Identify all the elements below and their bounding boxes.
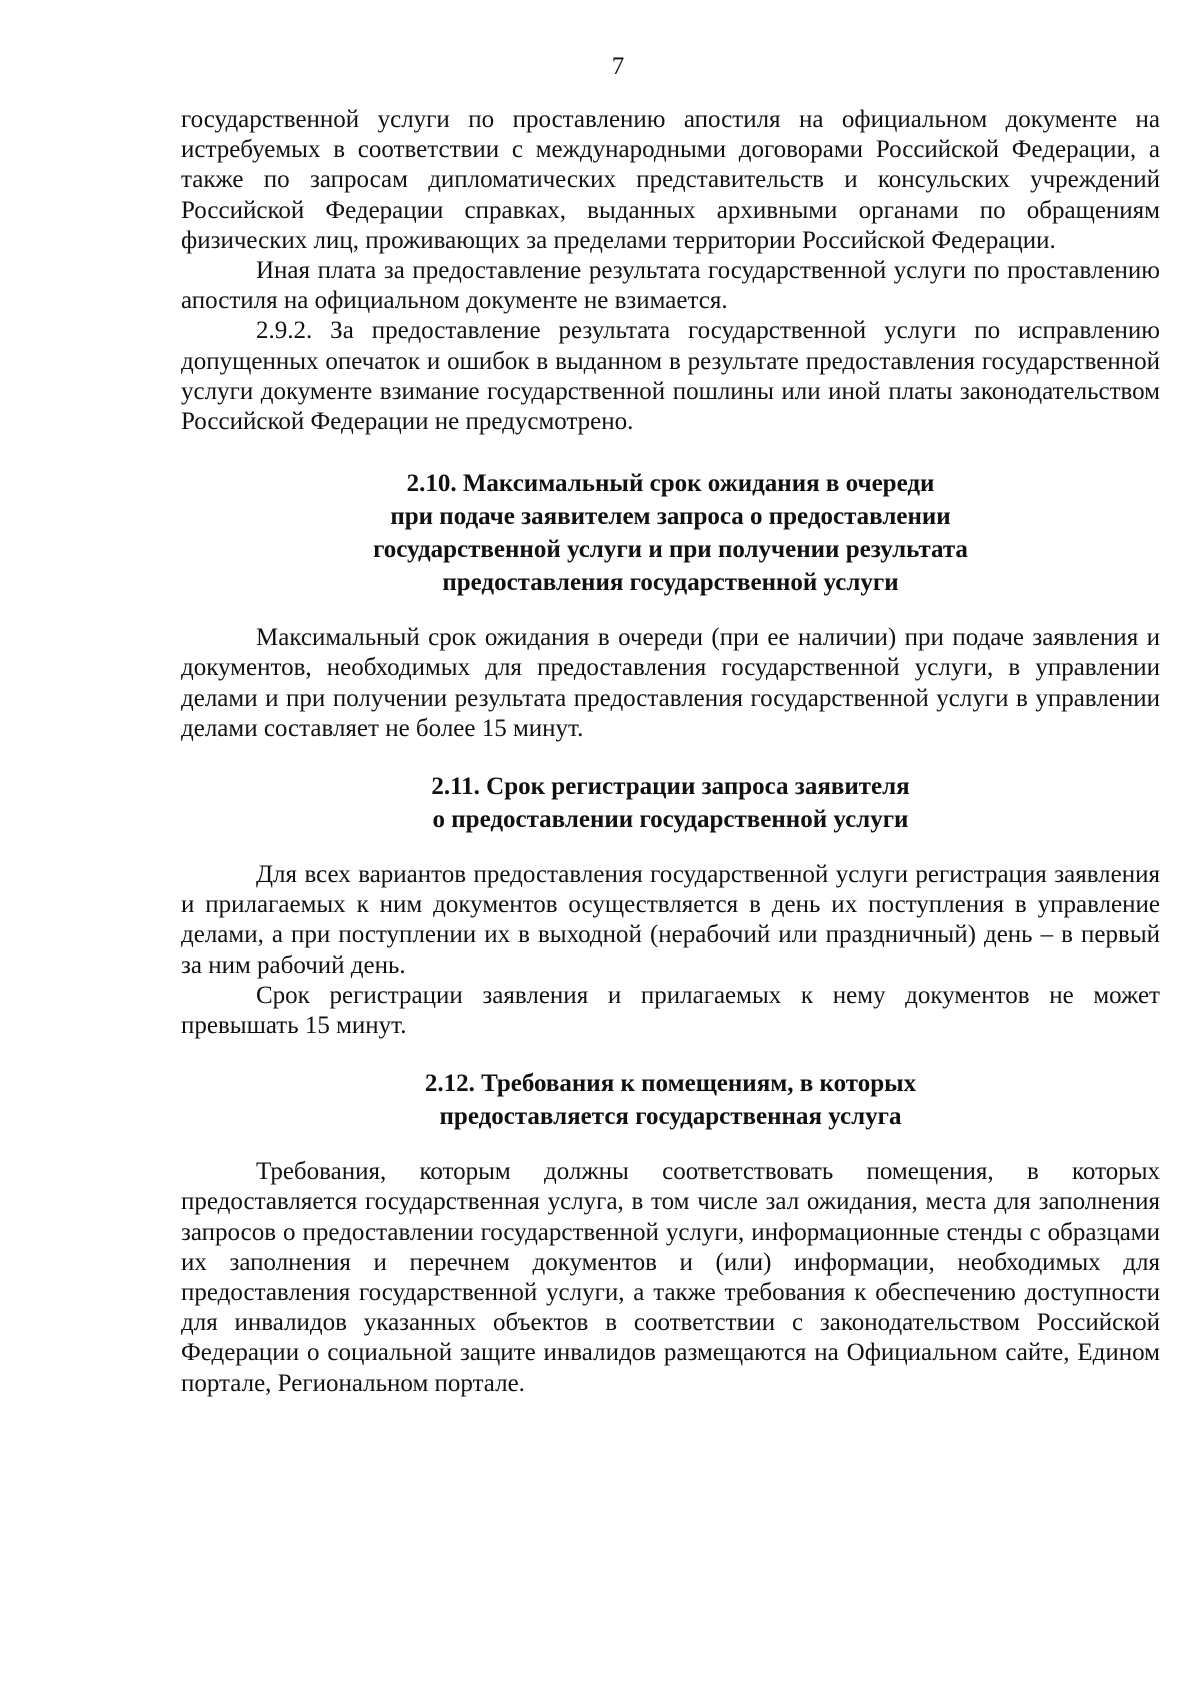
section-heading-2-10 bbox=[181, 467, 1160, 599]
document-body bbox=[181, 105, 1160, 1399]
heading-line: предоставляется государственная услуга bbox=[439, 1103, 902, 1131]
heading-line: 2.10. Максимальный срок ожидания в очереди bbox=[406, 470, 935, 498]
heading-line: 2.11. Срок регистрации запроса заявителя bbox=[431, 773, 910, 801]
heading-line: 2.12. Требования к помещениям, в которых bbox=[424, 1070, 917, 1098]
page-number: 7 bbox=[611, 53, 625, 80]
paragraph-queue-time: Максимальный срок ожидания в очереди (при ее наличии) при подаче заявления и документов, необходимых для предоставления государственной услуги, в управлении делами и при получении результата предоставления государственной услуги в управлении делами составляет не более 15 минут. bbox=[181, 624, 1160, 742]
paragraph-registration-term: Срок регистрации заявления и прилагаемых к нему документов не может превышать 15 минут. bbox=[181, 981, 1160, 1040]
paragraph-premises-requirements: Требования, которым должны соответствовать помещения, в которых предоставляется государственная услуга, в том числе зал ожидания, места для заполнения запросов о предоставлении государственной услуги, информационные стенды с образцами их заполнения и перечнем документов и (или) информации, необходимых для предоставления государственной услуги, а также требования к обеспечению доступности для инвалидов указанных объектов в соответствии с законодательством Российской Федерации о социальной защите инвалидов размещаются на Официальном сайте, Едином портале, Региональном портале. bbox=[181, 1158, 1160, 1397]
heading-line: о предоставлении государственной услуги bbox=[432, 806, 909, 834]
heading-line: предоставления государственной услуги bbox=[442, 569, 899, 597]
paragraph-continuation: государственной услуги по проставлению апостиля на официальном документе на истребуемых в соответствии с международными договорами Российской Федерации, а также по запросам дипломатических представительств и консульских учреждений Российской Федерации справках, выданных архивными органами по обращениям физических лиц, проживающих за пределами территории Российской Федерации. bbox=[181, 106, 1160, 254]
heading-line: государственной услуги и при получении результата bbox=[373, 536, 968, 564]
section-heading-2-11 bbox=[181, 770, 1160, 836]
paragraph-registration: Для всех вариантов предоставления государственной услуги регистрация заявления и прилагаемых к ним документов осуществляется в день их поступления в управление делами, а при поступлении их в выходной (нерабочий или праздничный) день – в первый за ним рабочий день. bbox=[181, 861, 1160, 979]
paragraph-other-fees: Иная плата за предоставление результата государственной услуги по проставлению апостиля на официальном документе не взимается. bbox=[181, 257, 1160, 315]
section-heading-2-12 bbox=[181, 1067, 1160, 1133]
heading-line: при подаче заявителем запроса о предоставлении bbox=[390, 503, 951, 531]
paragraph-2-9-2: 2.9.2. За предоставление результата государственной услуги по исправлению допущенных опечаток и ошибок в выданном в результате предоставления государственной услуги документе взимание государственной пошлины или иной платы законодательством Российской Федерации не предусмотрено. bbox=[181, 317, 1160, 436]
